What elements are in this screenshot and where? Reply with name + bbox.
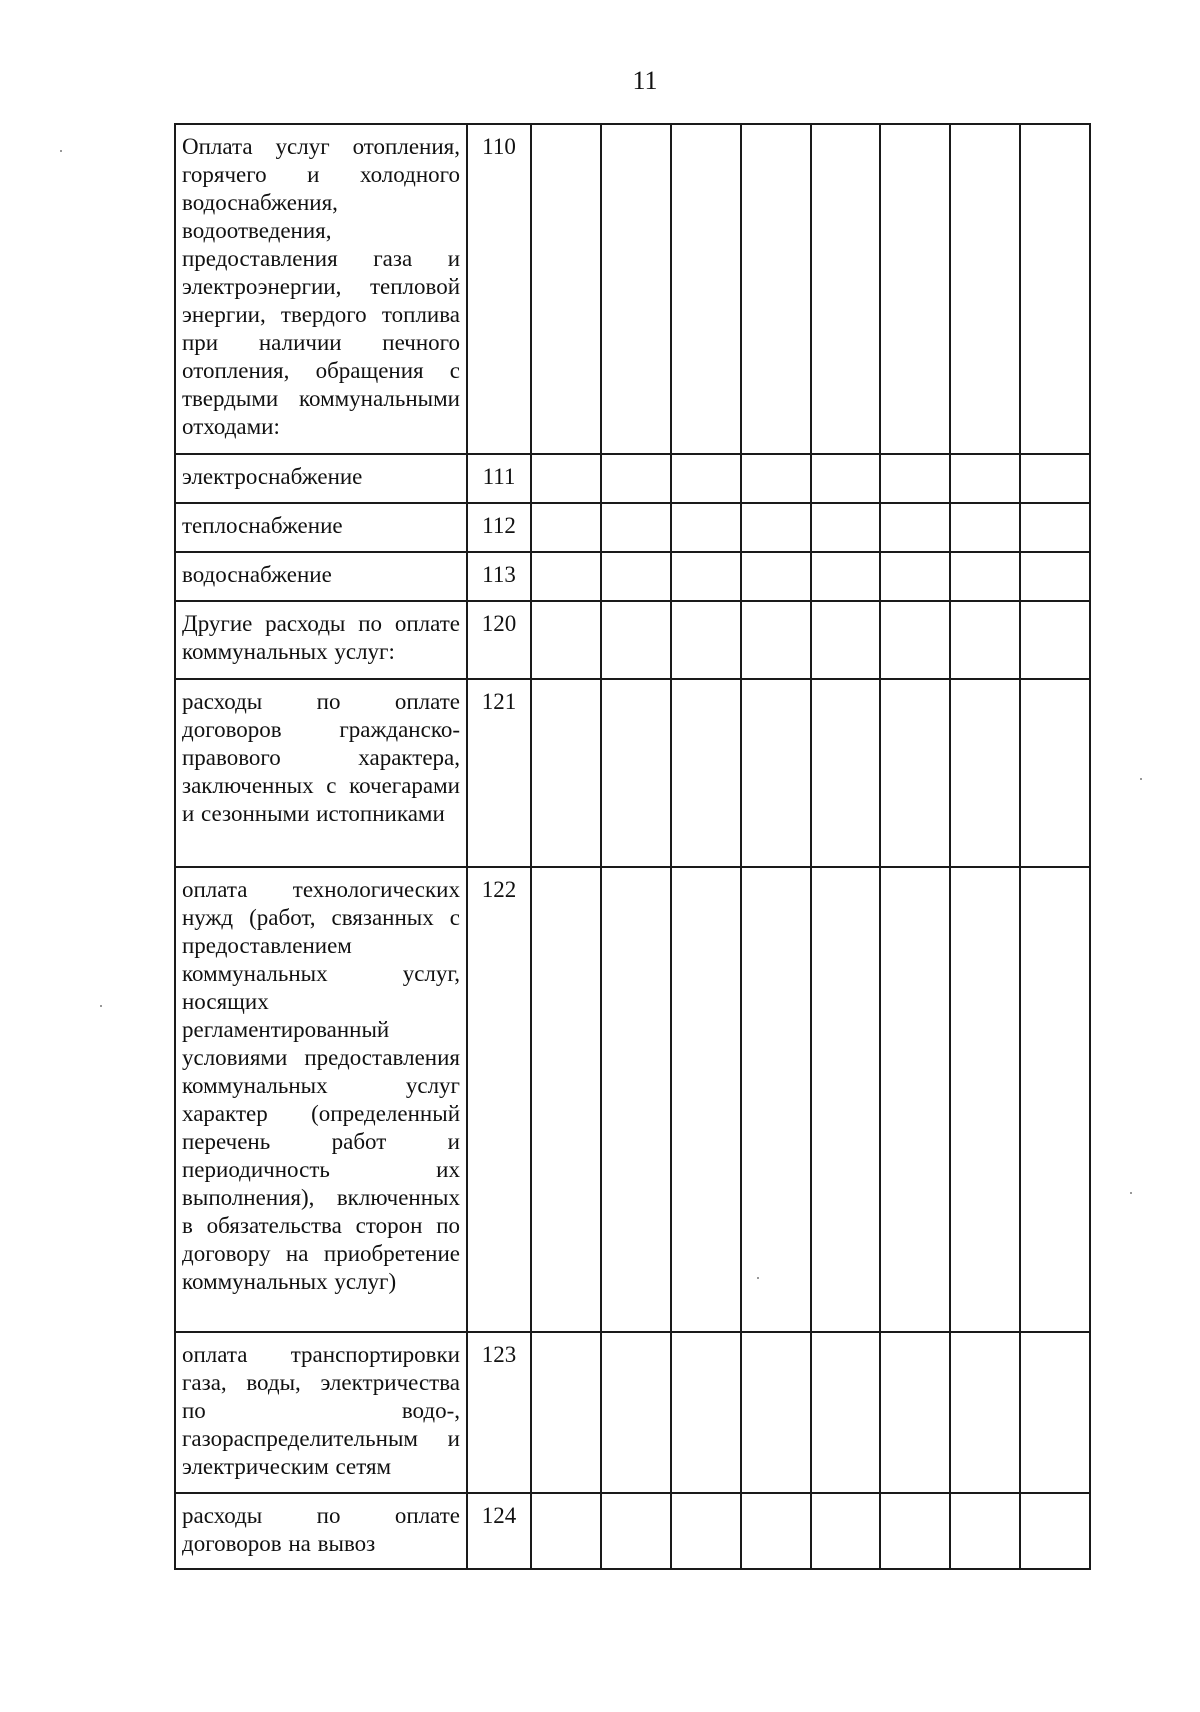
value-cell	[811, 552, 881, 601]
row-name: Другие расходы по оплате коммунальных услуг:	[175, 601, 467, 679]
value-cell	[950, 503, 1020, 552]
expenses-table	[174, 123, 1091, 1570]
page-number: 11	[632, 66, 658, 95]
value-cell	[531, 867, 601, 1332]
value-cell	[741, 601, 811, 679]
value-cell	[601, 124, 671, 454]
value-cell	[741, 124, 811, 454]
value-cell	[671, 1332, 741, 1493]
value-cell	[671, 601, 741, 679]
value-cell	[601, 679, 671, 867]
value-cell	[601, 454, 671, 503]
value-cell	[1020, 601, 1090, 679]
row-name: электроснабжение	[175, 454, 467, 503]
row-name: водоснабжение	[175, 552, 467, 601]
value-cell	[601, 1493, 671, 1569]
value-cell	[671, 552, 741, 601]
value-cell	[880, 1493, 950, 1569]
value-cell	[811, 1493, 881, 1569]
value-cell	[1020, 679, 1090, 867]
value-cell	[950, 601, 1020, 679]
value-cell	[811, 454, 881, 503]
value-cell	[880, 679, 950, 867]
value-cell	[1020, 1332, 1090, 1493]
row-code: 120	[467, 601, 531, 679]
table-row	[175, 679, 1090, 867]
value-cell	[950, 1332, 1020, 1493]
table-row	[175, 454, 1090, 503]
value-cell	[811, 124, 881, 454]
value-cell	[811, 867, 881, 1332]
value-cell	[671, 679, 741, 867]
value-cell	[811, 679, 881, 867]
value-cell	[531, 552, 601, 601]
value-cell	[671, 503, 741, 552]
value-cell	[811, 503, 881, 552]
value-cell	[741, 552, 811, 601]
value-cell	[741, 1332, 811, 1493]
row-name: расходы по оплате договоров гражданско-правового характера, заключенных с кочегарами и сезонными истопниками	[175, 679, 467, 867]
value-cell	[531, 1493, 601, 1569]
value-cell	[880, 503, 950, 552]
value-cell	[671, 867, 741, 1332]
value-cell	[601, 867, 671, 1332]
value-cell	[811, 601, 881, 679]
value-cell	[601, 552, 671, 601]
row-name: теплоснабжение	[175, 503, 467, 552]
table-row	[175, 867, 1090, 1332]
row-code: 121	[467, 679, 531, 867]
value-cell	[671, 1493, 741, 1569]
value-cell	[741, 454, 811, 503]
row-name: расходы по оплате договоров на вывоз	[175, 1493, 467, 1569]
table-row	[175, 552, 1090, 601]
row-code: 123	[467, 1332, 531, 1493]
value-cell	[880, 1332, 950, 1493]
value-cell	[880, 601, 950, 679]
value-cell	[741, 1493, 811, 1569]
row-name: Оплата услуг отопления, горячего и холодного водоснабжения, водоотведения, предоставления газа и электроэнергии, тепловой энергии, твердого топлива при наличии печного отопления, обращения с твердыми коммунальными отходами:	[175, 124, 467, 454]
row-name: оплата транспортировки газа, воды, электричества по водо-, газораспределительным и электрическим сетям	[175, 1332, 467, 1493]
value-cell	[531, 679, 601, 867]
value-cell	[741, 679, 811, 867]
scan-speck	[1140, 778, 1142, 780]
row-code: 124	[467, 1493, 531, 1569]
value-cell	[880, 454, 950, 503]
scan-speck	[60, 150, 62, 152]
value-cell	[531, 124, 601, 454]
value-cell	[531, 601, 601, 679]
row-code: 110	[467, 124, 531, 454]
value-cell	[531, 1332, 601, 1493]
value-cell	[741, 867, 811, 1332]
row-code: 111	[467, 454, 531, 503]
value-cell	[950, 679, 1020, 867]
value-cell	[950, 867, 1020, 1332]
value-cell	[671, 124, 741, 454]
value-cell	[1020, 867, 1090, 1332]
value-cell	[741, 503, 811, 552]
value-cell	[1020, 454, 1090, 503]
row-code: 112	[467, 503, 531, 552]
value-cell	[531, 503, 601, 552]
value-cell	[811, 1332, 881, 1493]
value-cell	[1020, 503, 1090, 552]
scan-speck	[757, 1277, 759, 1279]
value-cell	[880, 552, 950, 601]
value-cell	[950, 1493, 1020, 1569]
value-cell	[671, 454, 741, 503]
table-body	[175, 124, 1090, 1569]
value-cell	[601, 503, 671, 552]
scan-speck	[1130, 1192, 1132, 1194]
table-row	[175, 503, 1090, 552]
row-code: 113	[467, 552, 531, 601]
value-cell	[1020, 124, 1090, 454]
value-cell	[531, 454, 601, 503]
value-cell	[601, 601, 671, 679]
table-row	[175, 601, 1090, 679]
value-cell	[601, 1332, 671, 1493]
table-row	[175, 124, 1090, 454]
value-cell	[950, 454, 1020, 503]
table-row	[175, 1332, 1090, 1493]
value-cell	[880, 867, 950, 1332]
value-cell	[1020, 552, 1090, 601]
row-code: 122	[467, 867, 531, 1332]
value-cell	[1020, 1493, 1090, 1569]
row-name: оплата технологических нужд (работ, связанных с предоставлением коммунальных услуг, носящих регламентированный условиями предоставления коммунальных услуг характер (определенный перечень работ и периодичность их выполнения), включенных в обязательства сторон по договору на приобретение коммунальных услуг)	[175, 867, 467, 1332]
table-row	[175, 1493, 1090, 1569]
value-cell	[950, 552, 1020, 601]
value-cell	[950, 124, 1020, 454]
value-cell	[880, 124, 950, 454]
scan-speck	[100, 1005, 102, 1007]
